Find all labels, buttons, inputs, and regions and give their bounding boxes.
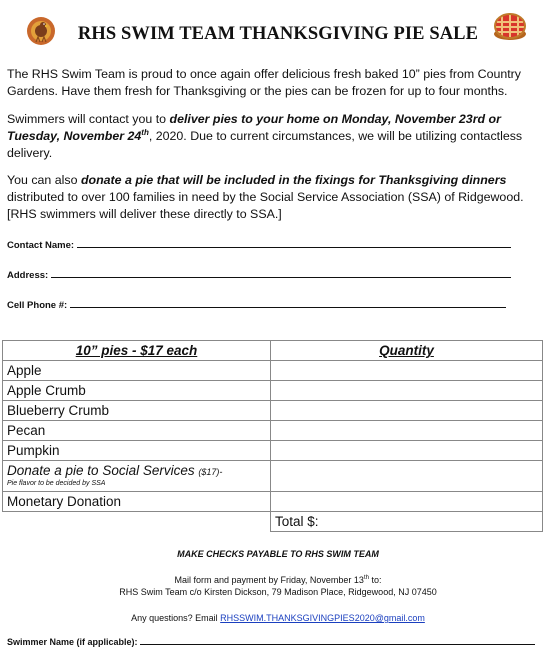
- total-row: [3, 512, 543, 532]
- table-row: [3, 361, 543, 381]
- checks-payable-note: MAKE CHECKS PAYABLE TO RHS SWIM TEAM: [177, 549, 379, 559]
- table-header-row: [3, 341, 543, 361]
- mail-instructions: Mail form and payment by Friday, November 13th to: RHS Swim Team c/o Kirsten Dickson, 79 Madison Place, Ridgewood, NJ 07450: [119, 575, 437, 597]
- page-title: RHS SWIM TEAM THANKSGIVING PIE SALE: [77, 24, 479, 44]
- donate-pie-label: Donate a pie to Social Services ($17)- Pie flavor to be decided by SSA: [3, 461, 271, 492]
- questions-line: Any questions? Email RHSSWIM.THANKSGIVINGPIES2020@gmail.com: [131, 613, 425, 623]
- pies-column-header: 10” pies - $17 each: [3, 341, 271, 361]
- turkey-icon: [24, 14, 58, 48]
- address-line[interactable]: [51, 268, 511, 278]
- quantity-cell[interactable]: [271, 381, 543, 401]
- intro-paragraph-3: You can also donate a pie that will be included in the fixings for Thanksgiving dinners distributed to over 100 families in need by the Social Service Association (SSA) of Ridgewood. [RHS swimmers will deliver these directly to SSA.]: [7, 173, 524, 221]
- quantity-cell[interactable]: [271, 492, 543, 512]
- pie-item-label: Blueberry Crumb: [3, 401, 271, 421]
- pie-item-label: Apple: [3, 361, 271, 381]
- order-table: [2, 340, 543, 532]
- quantity-cell[interactable]: [271, 401, 543, 421]
- monetary-donation-label: Monetary Donation: [3, 492, 271, 512]
- total-cell[interactable]: Total $:: [271, 512, 543, 532]
- pie-item-label: Pumpkin: [3, 441, 271, 461]
- intro-paragraph-1: The RHS Swim Team is proud to once again offer delicious fresh baked 10” pies from Country Gardens. Have them fresh for Thanksgiving or the pies can be frozen for up to four months.: [7, 67, 522, 98]
- table-row: [3, 381, 543, 401]
- table-row: [3, 441, 543, 461]
- swimmer-name-line[interactable]: [140, 636, 535, 645]
- address-field[interactable]: Address:: [7, 268, 511, 281]
- quantity-column-header: Quantity: [271, 341, 543, 361]
- quantity-cell[interactable]: [271, 441, 543, 461]
- contact-name-field[interactable]: Contact Name:: [7, 238, 511, 251]
- header: [0, 10, 556, 50]
- cell-phone-field[interactable]: Cell Phone #:: [7, 298, 506, 311]
- quantity-cell[interactable]: [271, 361, 543, 381]
- table-row: [3, 421, 543, 441]
- table-row: [3, 401, 543, 421]
- email-link[interactable]: RHSSWIM.THANKSGIVINGPIES2020@gmail.com: [220, 613, 425, 623]
- intro-paragraph-2: Swimmers will contact you to deliver pies to your home on Monday, November 23rd or Tuesday, November 24th, 2020. Due to current circumstances, we will be utilizing contactless delivery.: [7, 112, 523, 160]
- cell-phone-line[interactable]: [70, 298, 506, 308]
- pie-item-label: Pecan: [3, 421, 271, 441]
- swimmer-name-field[interactable]: Swimmer Name (if applicable):: [7, 636, 535, 647]
- pie-icon: [492, 12, 528, 42]
- contact-name-line[interactable]: [77, 238, 511, 248]
- pie-item-label: Apple Crumb: [3, 381, 271, 401]
- quantity-cell[interactable]: [271, 461, 543, 492]
- table-row: [3, 492, 543, 512]
- table-row: [3, 461, 543, 492]
- quantity-cell[interactable]: [271, 421, 543, 441]
